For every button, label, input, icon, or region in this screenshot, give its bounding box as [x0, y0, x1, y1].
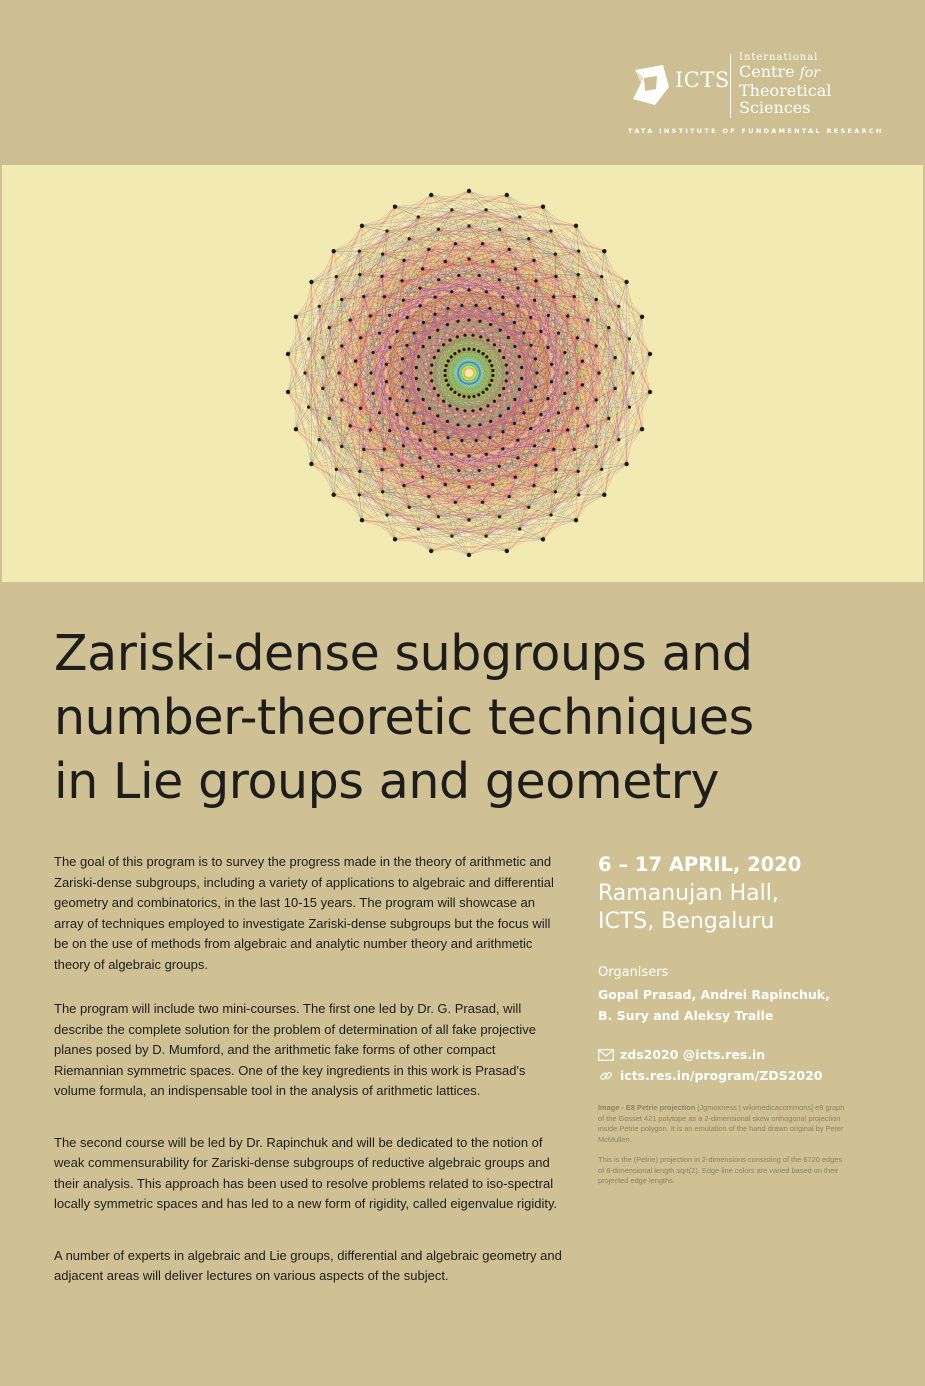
title-line2: number-theoretic techniques: [54, 689, 754, 746]
logo-name-line1: International: [739, 52, 819, 63]
description-paragraph-1: The goal of this program is to survey the progress made in the theory of arithmetic and Zariski-dense subgroups, including a variety of applications to algebraic and differential geometry and combinatorics, in the last 10-15 years. The program will showcase an array of techniques employed to investigate Zariski-dense subgroups but the focus will be on the use of methods from algebraic and analytic number theory and arithmetic theory of algebraic groups.: [54, 854, 554, 972]
venue-line2: ICTS, Bengaluru: [598, 909, 775, 934]
description: [54, 852, 566, 1287]
url-row[interactable]: [598, 1065, 848, 1086]
logo-name: [739, 52, 831, 116]
credit-source: [Jgmoxness | wikimedicacommons]: [697, 1103, 814, 1112]
organisers-line1: Gopal Prasad, Andrei Rapinchuk,: [598, 987, 830, 1002]
e8-petrie-projection-image: [2, 165, 923, 582]
organisers-names: [598, 984, 848, 1026]
organisers-line2: B. Sury and Aleksy Tralle: [598, 1008, 774, 1023]
event-dates: 6 – 17 APRIL, 2020: [598, 853, 802, 876]
image-band: [2, 165, 923, 582]
logo-name-line3: Theoretical: [739, 81, 832, 100]
event-venue: [598, 880, 848, 936]
logo-name-line4: Sciences: [739, 98, 811, 117]
e8-lines: [288, 191, 650, 555]
description-paragraph-4: A number of experts in algebraic and Lie groups, differential and algebraic geometry and adjacent areas will deliver lectures on various aspects of the subject.: [54, 1247, 562, 1283]
icts-logo: [628, 52, 884, 142]
header-bar: [0, 0, 925, 165]
credit-label: Image - E8 Petrie projection: [598, 1103, 696, 1112]
event-info: [598, 852, 848, 1197]
logo-subtitle: TATA INSTITUTE OF FUNDAMENTAL RESEARCH: [628, 127, 884, 135]
envelope-icon: [598, 1048, 614, 1062]
logo-name-line2: [739, 63, 831, 82]
logo-divider: [730, 54, 731, 118]
program-url-link[interactable]: icts.res.in/program/ZDS2020: [620, 1068, 823, 1083]
title-line1: Zariski-dense subgroups and: [54, 625, 753, 682]
organisers-label: Organisers: [598, 965, 669, 980]
program-title: [54, 622, 894, 814]
credit-text-1: e8 graph of the Gosset 421 polytope as a 2-dimensional skew orthogonal projection inside Petrie polygon. It is an emulation of the hand drawn original by Peter McMullen.: [598, 1103, 845, 1144]
image-credit: [598, 1103, 848, 1187]
contact-info: [598, 1044, 848, 1086]
credit-paragraph-2: This is the (Petrie) projection in 2-dimensions consisting of the 6720 edges of 8-dimensional length sqrt(2). Edge line colors are varied based on their projected edge lengths.: [598, 1155, 843, 1185]
logo-acronym: ICTS: [675, 68, 730, 92]
title-line3: in Lie groups and geometry: [54, 753, 720, 810]
description-paragraph-3: The second course will be led by Dr. Rapinchuk and will be dedicated to the notion of weak commensurability for Zariski-dense subgroups of reductive algebraic groups and their analysis. This approach has been used to resolve problems related to iso-spectral locally symmetric spaces and has led to a new form of rigidity, called eigenvalue rigidity.: [54, 1134, 558, 1211]
credit-paragraph-1: [598, 1103, 848, 1145]
link-icon: [598, 1069, 614, 1083]
icts-mark-icon: [632, 64, 670, 106]
email-link[interactable]: zds2020 @icts.res.in: [620, 1047, 766, 1062]
email-row[interactable]: [598, 1044, 848, 1065]
logo-for: for: [799, 65, 820, 81]
venue-line1: Ramanujan Hall,: [598, 881, 779, 906]
description-paragraph-2: The program will include two mini-courses. The first one led by Dr. G. Prasad, will describe the complete solution for the problem of determination of all fake projective planes posed by D. Mumford, and the arithmetic fake forms of other compact Riemannian symmetric spaces. One of the key ingredients in this work is Prasad's volume formula, an indispensable tool in the analysis of arithmetic lattices.: [54, 1001, 536, 1098]
logo-centre: Centre: [739, 62, 795, 81]
